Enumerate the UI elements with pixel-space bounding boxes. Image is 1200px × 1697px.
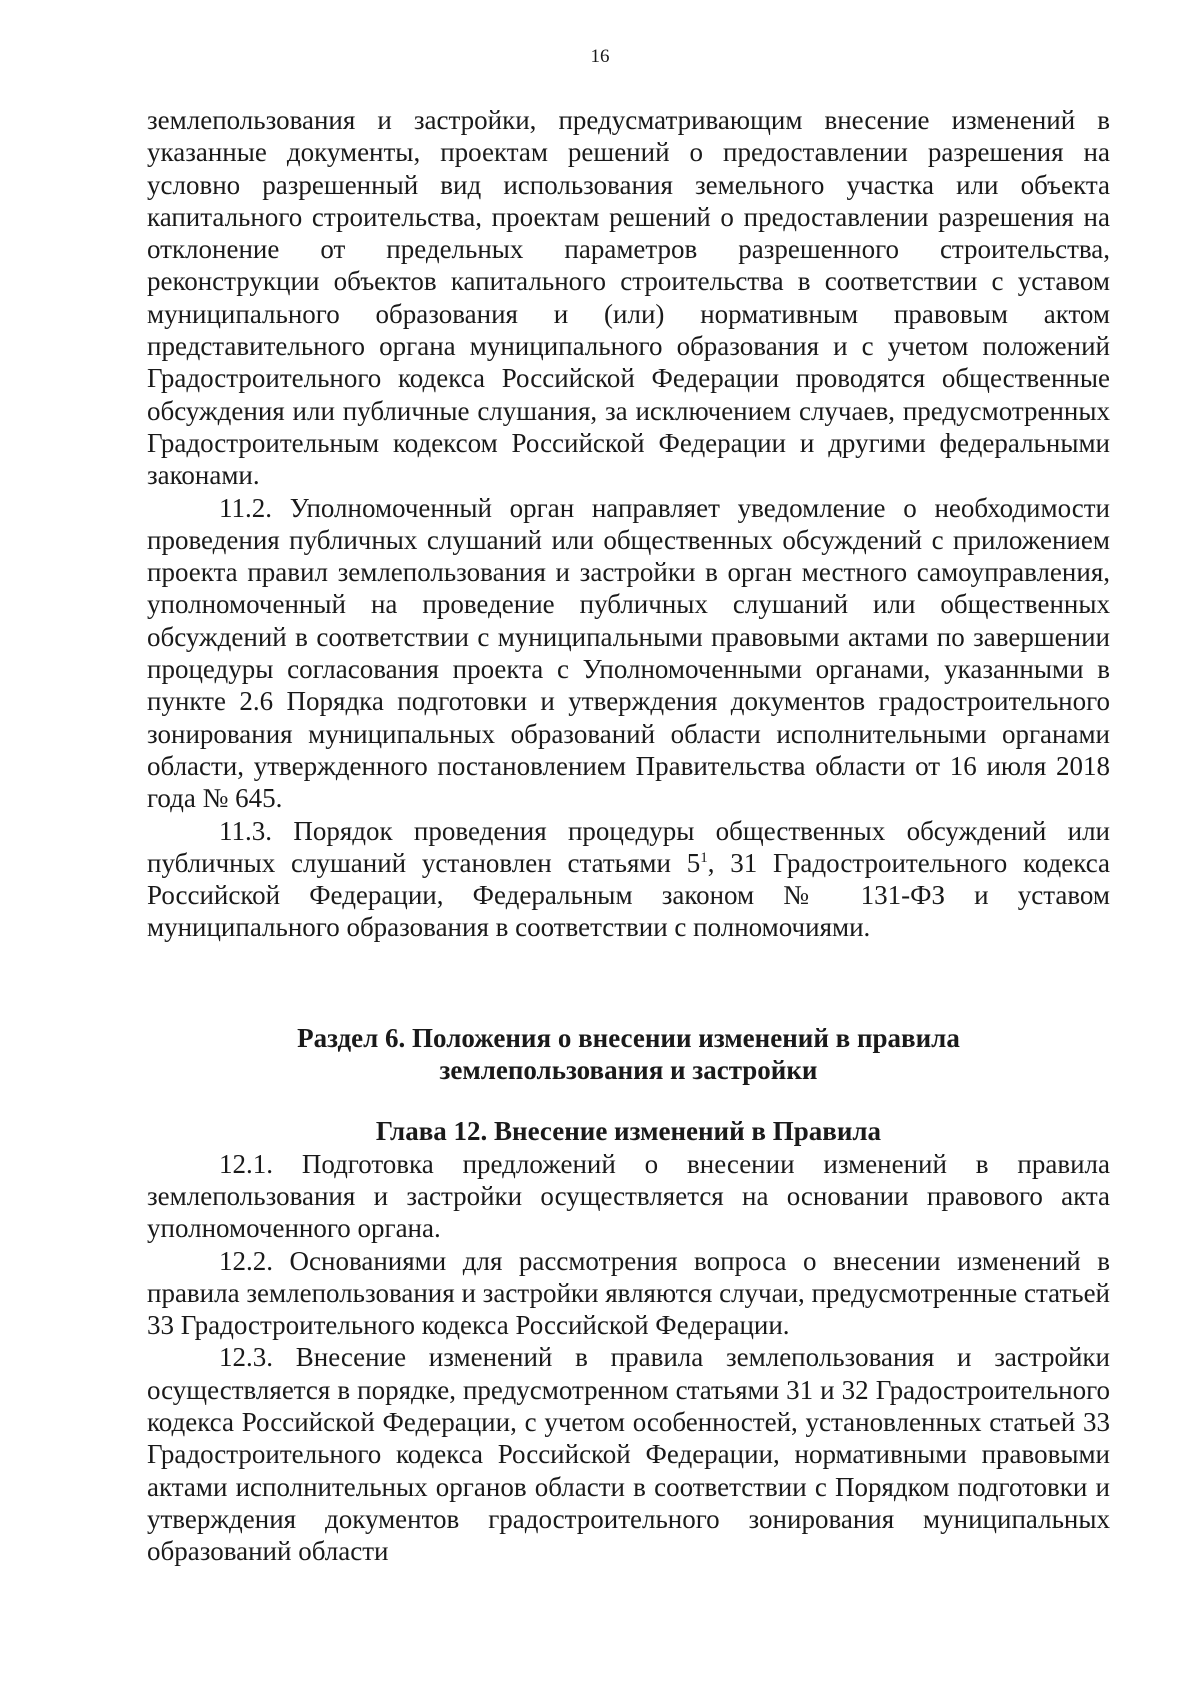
article-superscript: 1 bbox=[700, 849, 708, 866]
paragraph-11-3-end: , 31 Градостроительного кодекса Российской Федерации, Федеральным законом № 131-ФЗ и уставом муниципального образования в соответствии с полномочиями. bbox=[147, 847, 1111, 943]
paragraph-11-2: 11.2. Уполномоченный орган направляет уведомление о необходимости проведения публичных слушаний или общественных обсуждений с приложением проекта правил землепользования и застройки в орган местного самоуправления, уполномоченный на проведение публичных слушаний или общественных обсуждений в соответствии с муниципальными правовыми актами по завершении процедуры согласования проекта с Уполномоченными органами, указанными в пункте 2.6 Порядка подготовки и утверждения документов градостроительного зонирования муниципальных образований области исполнительными органами области, утвержденного постановлением Правительства области от 16 июля 2018 года № 645. bbox=[147, 492, 1110, 814]
chapter-title: Глава 12. Внесение изменений в Правила bbox=[375, 1116, 882, 1147]
page-number: 16 bbox=[590, 46, 610, 67]
paragraph-12-2: 12.2. Основаниями для рассмотрения вопроса о внесении изменений в правила землепользования и застройки являются случаи, предусмотренные статьей 33 Градостроительного кодекса Российской Федерации. bbox=[147, 1245, 1110, 1341]
section-title-line-2: землепользования и застройки bbox=[439, 1055, 818, 1086]
paragraph-12-3: 12.3. Внесение изменений в правила землепользования и застройки осуществляется в порядке, предусмотренном статьями 31 и 32 Градостроительного кодекса Российской Федерации, с учетом особенностей, установленных статьей 33 Градостроительного кодекса Российской Федерации, нормативными правовыми актами исполнительных органов области в соответствии с Порядком подготовки и утверждения документов градостроительного зонирования муниципальных образований области bbox=[147, 1342, 1110, 1567]
paragraph-11-3-start: 11.3. Порядок проведения процедуры общественных обсуждений или публичных слушаний установлен статьями 5 bbox=[147, 815, 1110, 878]
document-body bbox=[147, 104, 1110, 1567]
paragraph-continuation: землепользования и застройки, предусматривающим внесение изменений в указанные документы, проектам решений о предоставлении разрешения на условно разрешенный вид использования земельного участка или объекта капитального строительства, проектам решений о предоставлении разрешения на отклонение от предельных параметров разрешенного строительства, реконструкции объектов капитального строительства в соответствии с уставом муниципального образования и (или) нормативным правовым актом представительного органа муниципального образования и с учетом положений Градостроительного кодекса Российской Федерации проводятся общественные обсуждения или публичные слушания, за исключением случаев, предусмотренных Градостроительным кодексом Российской Федерации и другими федеральными законами. bbox=[147, 105, 1110, 491]
section-title-line-1: Раздел 6. Положения о внесении изменений в правила bbox=[297, 1022, 960, 1053]
paragraph-12-1: 12.1. Подготовка предложений о внесении изменений в правила землепользования и застройки осуществляется на основании правового акта уполномоченного органа. bbox=[147, 1148, 1110, 1244]
paragraph-11-3 bbox=[147, 815, 1110, 944]
section-title bbox=[147, 1022, 1110, 1087]
